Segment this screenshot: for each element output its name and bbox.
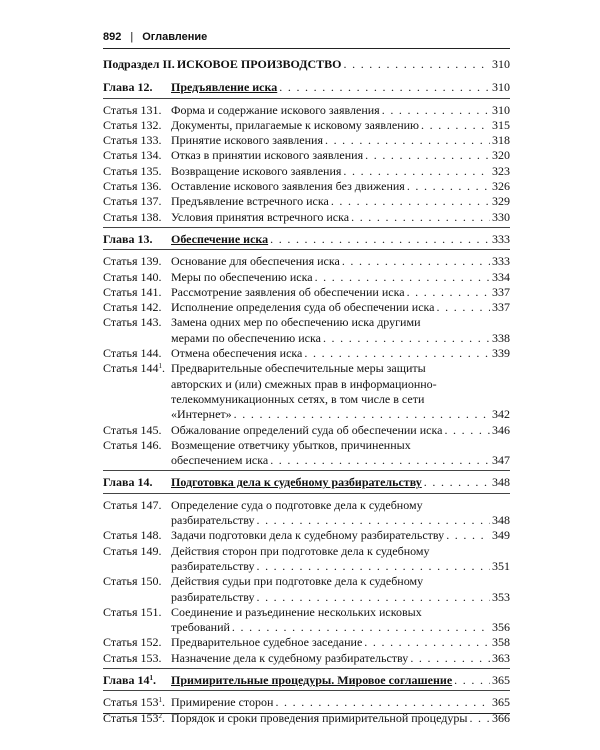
chapter-title: Предъявление иска bbox=[171, 80, 278, 95]
article-label: Статья 133. bbox=[103, 133, 162, 148]
header-separator: | bbox=[130, 31, 134, 43]
article-page: 366 bbox=[492, 710, 510, 725]
chapter-heading bbox=[103, 80, 510, 95]
article-title-line: Порядок и сроки проведения примирительной процедуры bbox=[171, 710, 468, 725]
article-title-line: Возвращение искового заявления bbox=[171, 163, 342, 178]
article-page: 342 bbox=[492, 407, 510, 422]
article-page: 348 bbox=[492, 513, 510, 528]
article-entry bbox=[103, 528, 510, 543]
article-title-line: авторских и (или) смежных прав в информационно- bbox=[171, 376, 437, 391]
page-header bbox=[103, 31, 207, 43]
article-label: Статья 138. bbox=[103, 209, 162, 224]
article-entry bbox=[103, 210, 510, 225]
article-title-line: Рассмотрение заявления об обеспечении иска bbox=[171, 284, 405, 299]
article-title-line: Примирение сторон bbox=[171, 695, 274, 710]
article-page: 330 bbox=[492, 209, 510, 224]
article-page: 329 bbox=[492, 194, 510, 209]
article-label: Статья $153^1$. bbox=[103, 695, 165, 710]
article-title-line: Замена одних мер по обеспечению иска другими bbox=[171, 315, 421, 330]
article-page: 346 bbox=[492, 422, 510, 437]
chapter-list bbox=[103, 80, 510, 726]
part-label: Подраздел II. bbox=[103, 57, 175, 71]
article-entry bbox=[103, 544, 510, 575]
chapter-heading bbox=[103, 232, 510, 247]
article-entry bbox=[103, 635, 510, 650]
part-page: 310 bbox=[492, 57, 510, 71]
article-entry bbox=[103, 133, 510, 148]
chapter-divider bbox=[103, 227, 510, 228]
article-page: 318 bbox=[492, 133, 510, 148]
article-page: 351 bbox=[492, 558, 510, 573]
article-label: Статья 147. bbox=[103, 497, 162, 512]
article-entry bbox=[103, 270, 510, 285]
article-label: Статья 137. bbox=[103, 194, 162, 209]
article-title-line: Документы, прилагаемые к исковому заявлению bbox=[171, 117, 420, 132]
chapter-page: 348 bbox=[492, 475, 510, 490]
article-page: 334 bbox=[492, 269, 510, 284]
article-label-sup: 1 bbox=[158, 696, 162, 705]
article-page: 349 bbox=[492, 528, 510, 543]
article-label-sup: 1 bbox=[158, 362, 162, 371]
article-title-line: Предварительное судебное заседание bbox=[171, 635, 363, 650]
part-heading bbox=[103, 57, 510, 72]
article-label: Статья 140. bbox=[103, 269, 162, 284]
article-title-line: Соединение и разъединение нескольких исковых bbox=[171, 604, 422, 619]
article-title-line: Исполнение определения суда об обеспечении иска bbox=[171, 300, 435, 315]
footer-rule bbox=[103, 713, 510, 714]
article-label: Статья 134. bbox=[103, 148, 162, 163]
article-title-line: мерами по обеспечению иска bbox=[171, 330, 321, 345]
article-label: Статья 139. bbox=[103, 254, 162, 269]
article-entry bbox=[103, 285, 510, 300]
article-entry bbox=[103, 438, 510, 469]
article-page: 315 bbox=[492, 117, 510, 132]
article-label: Статья 145. bbox=[103, 422, 162, 437]
chapter-label-sup: 1 bbox=[149, 673, 153, 682]
article-entry bbox=[103, 315, 510, 346]
article-page: 323 bbox=[492, 163, 510, 178]
article-title-line: разбирательству bbox=[171, 513, 255, 528]
chapter-divider bbox=[103, 249, 510, 250]
chapter-label: Глава 13. bbox=[103, 231, 153, 246]
article-title-line: Основание для обеспечения иска bbox=[171, 254, 340, 269]
article-title-line: Обжалование определений суда об обеспечении иска bbox=[171, 422, 443, 437]
article-label: Статья 136. bbox=[103, 179, 162, 194]
chapter-label: Глава 14. bbox=[103, 475, 153, 490]
article-page: 358 bbox=[492, 635, 510, 650]
table-of-contents bbox=[103, 55, 510, 726]
article-title-line: Действия сторон при подготовке дела к судебному bbox=[171, 543, 430, 558]
header-title: Оглавление bbox=[142, 31, 208, 43]
article-title-line: Оставление искового заявления без движения bbox=[171, 179, 405, 194]
article-entry bbox=[103, 254, 510, 269]
article-entry bbox=[103, 498, 510, 529]
article-entry bbox=[103, 574, 510, 605]
chapter-page: 365 bbox=[492, 672, 510, 687]
article-label: Статья 131. bbox=[103, 102, 162, 117]
article-title-line: Условия принятия встречного иска bbox=[171, 209, 350, 224]
chapter-divider bbox=[103, 668, 510, 669]
part-title: ИСКОВОЕ ПРОИЗВОДСТВО bbox=[176, 57, 342, 71]
chapter-divider bbox=[103, 493, 510, 494]
chapter-page: 310 bbox=[492, 80, 510, 95]
chapter-label: Глава 12. bbox=[103, 80, 153, 95]
article-page: 339 bbox=[492, 346, 510, 361]
article-page: 338 bbox=[492, 330, 510, 345]
article-entry bbox=[103, 361, 510, 422]
chapter-divider bbox=[103, 690, 510, 691]
article-entry bbox=[103, 103, 510, 118]
article-label: Статья 146. bbox=[103, 437, 162, 452]
article-label: Статья 150. bbox=[103, 574, 162, 589]
article-title-line: телекоммуникационных сетях, в том числе в сети bbox=[171, 391, 425, 406]
article-title-line: Предварительные обеспечительные меры защиты bbox=[171, 361, 426, 376]
article-label: Статья 148. bbox=[103, 528, 162, 543]
chapter-heading bbox=[103, 673, 510, 688]
article-page: 326 bbox=[492, 179, 510, 194]
article-label: Статья 143. bbox=[103, 315, 162, 330]
chapter-title: Подготовка дела к судебному разбирательству bbox=[171, 475, 422, 490]
article-title-line: Принятие искового заявления bbox=[171, 133, 323, 148]
article-entry bbox=[103, 148, 510, 163]
article-title-line: разбирательству bbox=[171, 589, 255, 604]
article-page: 363 bbox=[492, 650, 510, 665]
article-entry bbox=[103, 695, 510, 710]
chapter-heading bbox=[103, 475, 510, 490]
article-title-line: Отказ в принятии искового заявления bbox=[171, 148, 364, 163]
article-title-line: Действия судьи при подготовке дела к судебному bbox=[171, 574, 424, 589]
article-entry bbox=[103, 118, 510, 133]
article-label: Статья 144. bbox=[103, 346, 162, 361]
article-page: 320 bbox=[492, 148, 510, 163]
chapter-divider bbox=[103, 470, 510, 471]
chapter-label: Глава $14^1$. bbox=[103, 672, 156, 687]
article-page: 337 bbox=[492, 300, 510, 315]
article-title-line: Задачи подготовки дела к судебному разбирательству bbox=[171, 528, 445, 543]
article-label: Статья 135. bbox=[103, 163, 162, 178]
article-title-line: Форма и содержание искового заявления bbox=[171, 102, 380, 117]
article-page: 353 bbox=[492, 589, 510, 604]
page-number: 892 bbox=[103, 31, 122, 43]
article-label: Статья 142. bbox=[103, 300, 162, 315]
article-title-line: Возмещение ответчику убытков, причиненных bbox=[171, 437, 411, 452]
article-page: 356 bbox=[492, 620, 510, 635]
chapter-title: Обеспечение иска bbox=[171, 231, 269, 246]
article-title-line: требований bbox=[171, 620, 230, 635]
article-label: Статья $144^1$. bbox=[103, 361, 165, 376]
article-title-line: Назначение дела к судебному разбирательству bbox=[171, 650, 409, 665]
article-entry bbox=[103, 605, 510, 636]
article-page: 365 bbox=[492, 695, 510, 710]
article-title-line: Предъявление встречного иска bbox=[171, 194, 329, 209]
article-page: 333 bbox=[492, 254, 510, 269]
header-rule bbox=[103, 48, 510, 49]
article-label: Статья 132. bbox=[103, 117, 162, 132]
article-title-line: Отмена обеспечения иска bbox=[171, 346, 303, 361]
article-label: Статья 149. bbox=[103, 543, 162, 558]
article-title-line: обеспечением иска bbox=[171, 453, 269, 468]
article-label: Статья $153^2$. bbox=[103, 710, 165, 725]
article-label: Статья 141. bbox=[103, 284, 162, 299]
chapter-title: Примирительные процедуры. Мировое соглашение bbox=[171, 672, 453, 687]
article-page: 310 bbox=[492, 102, 510, 117]
article-label: Статья 152. bbox=[103, 635, 162, 650]
article-title-line: разбирательству bbox=[171, 558, 255, 573]
article-entry bbox=[103, 179, 510, 194]
article-page: 337 bbox=[492, 284, 510, 299]
article-entry bbox=[103, 300, 510, 315]
article-entry bbox=[103, 423, 510, 438]
chapter-page: 333 bbox=[492, 231, 510, 246]
article-title-line: «Интернет» bbox=[171, 407, 232, 422]
article-page: 347 bbox=[492, 453, 510, 468]
article-entry bbox=[103, 346, 510, 361]
article-label-sup: 2 bbox=[158, 711, 162, 720]
article-entry bbox=[103, 651, 510, 666]
article-entry bbox=[103, 164, 510, 179]
chapter-divider bbox=[103, 98, 510, 99]
article-title-line: Определение суда о подготовке дела к судебному bbox=[171, 497, 423, 512]
article-label: Статья 153. bbox=[103, 650, 162, 665]
article-entry bbox=[103, 194, 510, 209]
article-label: Статья 151. bbox=[103, 604, 162, 619]
article-title-line: Меры по обеспечению иска bbox=[171, 269, 313, 284]
